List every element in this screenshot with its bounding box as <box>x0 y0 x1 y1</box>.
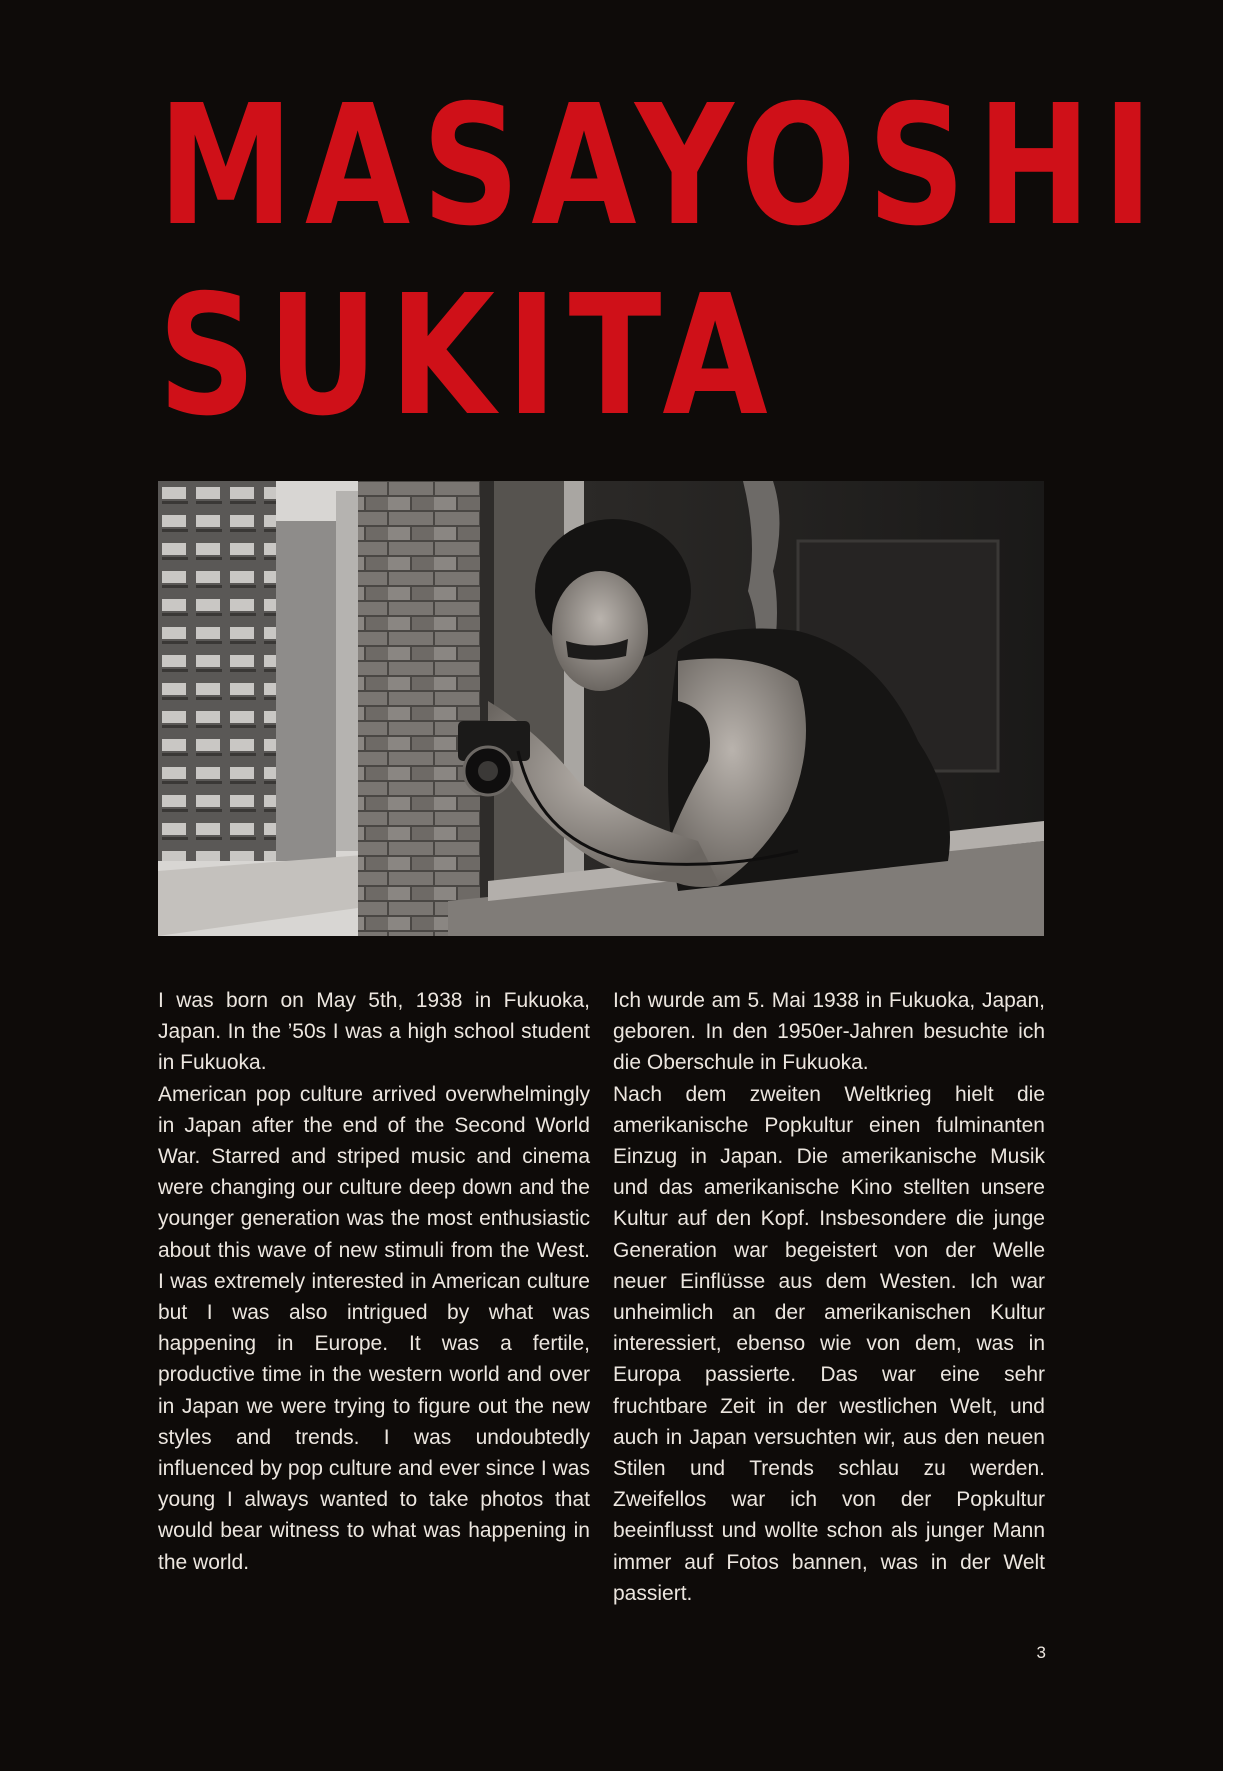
paragraph: Ich wurde am 5. Mai 1938 in Fukuoka, Japan, geboren. In den 1950er-Jahren besuchte ich die Oberschule in Fukuoka. <box>613 989 1045 1075</box>
body-text-english <box>158 985 590 1578</box>
paragraph: American pop culture arrived overwhelmingly in Japan after the end of the Second World War. Starred and striped music and cinema were changing our culture deep down and the younger generation was the most enthusiastic about this wave of new stimuli from the West. I was extremely interested in American culture but I was also intrigued by what was happening in Europe. It was a fertile, productive time in the western world and over in Japan we were trying to figure out the new styles and trends. I was undoubtedly influenced by pop culture and ever since I was young I always wanted to take photos that would bear witness to what was happening in the world. <box>158 1082 590 1574</box>
paragraph: Nach dem zweiten Weltkrieg hielt die amerikanische Popkultur einen fulminanten Einzug in Japan. Die amerikanische Musik und das amerikanische Kino stellten unsere Kultur auf den Kopf. Insbesondere die junge Generation war begeistert von der Welle neuer Einflüsse aus dem Westen. Ich war unheimlich an der amerikanischen Kultur interessiert, ebenso wie von dem, was in Europa passierte. Das war eine sehr fruchtbare Zeit in der westlichen Welt, und auch in Japan versuchten wir, aus den neuen Stilen und Trends schlau zu werden. Zweifellos war ich von der Popkultur beeinflusst und wollte schon als junger Mann immer auf Fotos bannen, was in der Welt passiert. <box>613 1082 1045 1605</box>
paragraph: I was born on May 5th, 1938 in Fukuoka, Japan. In the ’50s I was a high school student in Fukuoka. <box>158 989 590 1075</box>
title-line-2: SUKITA <box>158 260 780 453</box>
page-edge <box>1223 0 1236 1771</box>
body-text-german <box>613 985 1045 1609</box>
page-number: 3 <box>1036 1643 1046 1662</box>
portrait-photo <box>158 481 1044 936</box>
title-line-1: MASAYOSHI <box>158 70 1165 263</box>
page-title <box>158 70 1165 453</box>
